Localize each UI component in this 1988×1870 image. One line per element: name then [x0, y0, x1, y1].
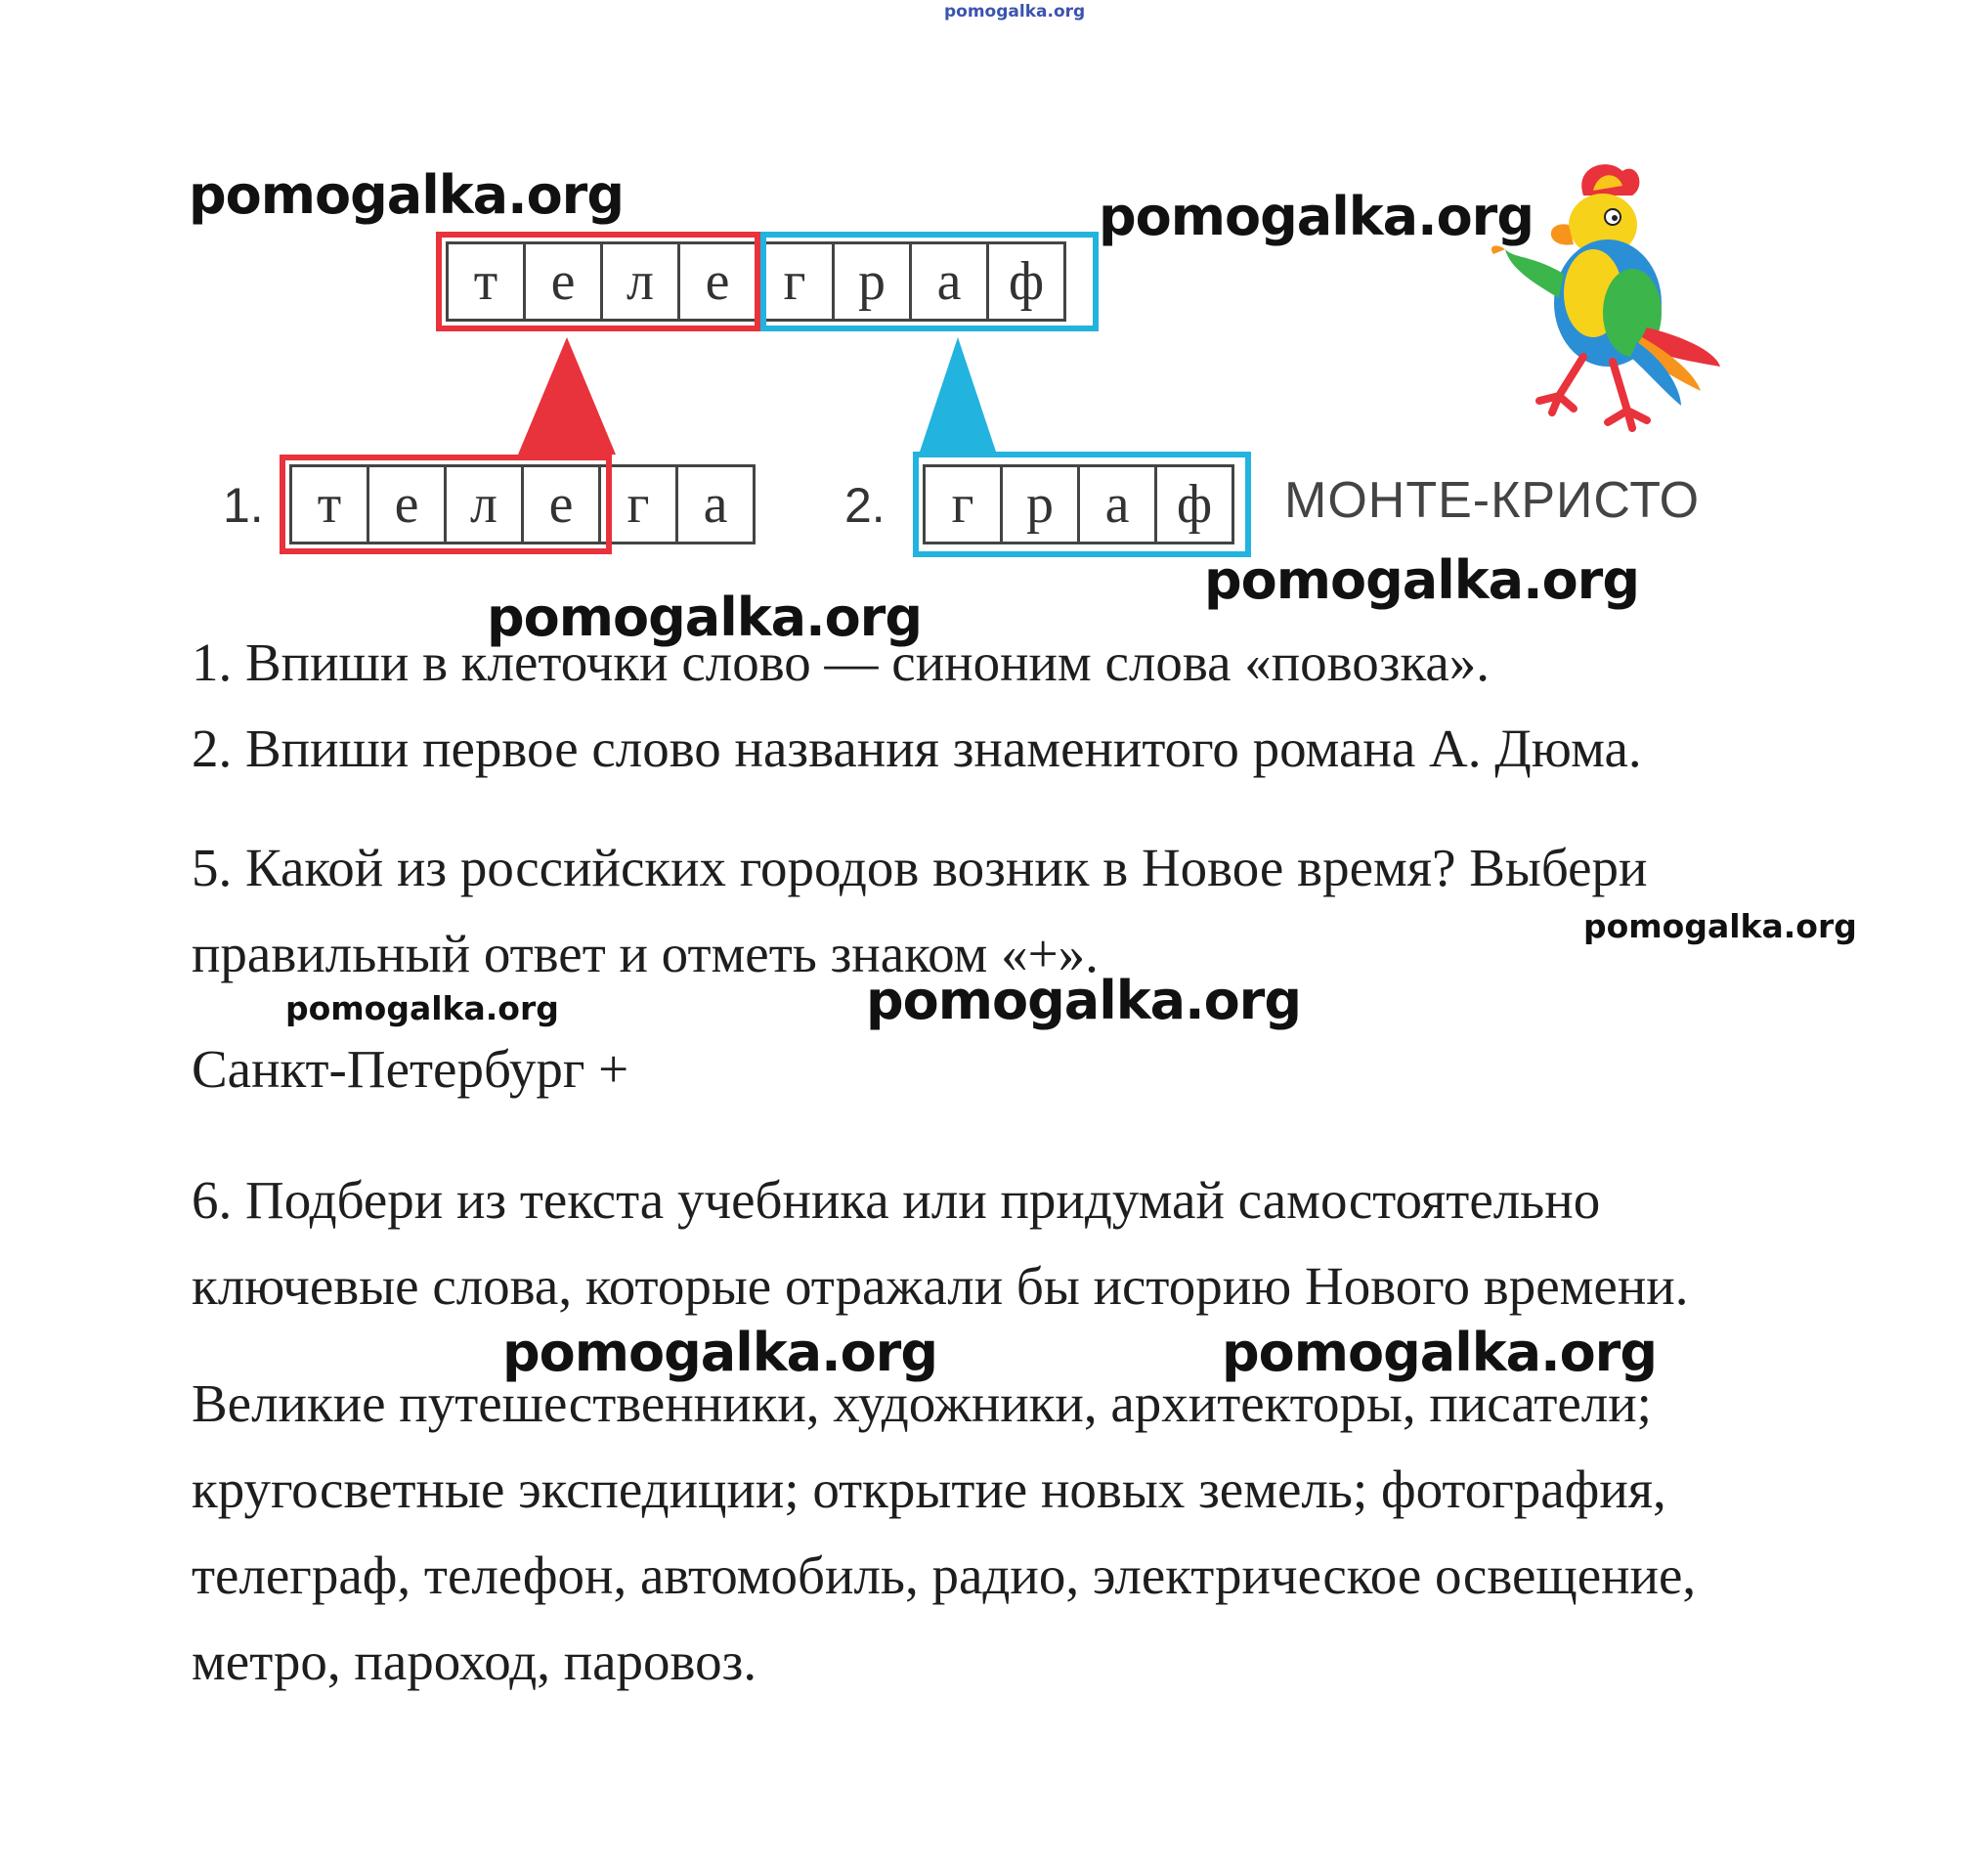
answer-6-line-2: кругосветные экспедиции; открытие новых земель; фотография,: [192, 1459, 1666, 1519]
answer-5: Санкт-Петербург +: [192, 1039, 629, 1099]
letter-cell[interactable]: а: [675, 464, 756, 544]
letter-cell[interactable]: а: [1077, 464, 1157, 544]
row1-number: 1.: [223, 478, 264, 533]
letter-cell[interactable]: т: [446, 241, 526, 322]
blue-arrow-icon: [919, 337, 997, 455]
question-1: 1. Впиши в клеточки слово — синоним слова «повозка».: [192, 632, 1491, 692]
watermark: pomogalka.org: [285, 989, 559, 1027]
watermark: pomogalka.org: [487, 587, 922, 648]
letter-cell[interactable]: е: [521, 464, 601, 544]
watermark: pomogalka.org: [502, 1322, 937, 1383]
question-5-line-2: правильный ответ и отметь знаком «+».: [192, 924, 1099, 983]
letter-cell[interactable]: е: [367, 464, 447, 544]
letter-cell[interactable]: г: [598, 464, 678, 544]
watermark: pomogalka.org: [1222, 1322, 1657, 1383]
letter-cell[interactable]: ф: [986, 241, 1066, 322]
watermark: pomogalka.org: [1583, 907, 1857, 945]
watermark: pomogalka.org: [189, 164, 624, 226]
watermark: pomogalka.org: [1204, 549, 1639, 611]
answer-6-line-4: метро, пароход, паровоз.: [192, 1631, 757, 1691]
blue-frame-row2: [913, 452, 1251, 557]
watermark: pomogalka.org: [1099, 186, 1534, 247]
red-frame-row1: [280, 455, 612, 554]
letter-cell[interactable]: е: [523, 241, 603, 322]
red-frame-top: [436, 232, 760, 331]
site-mark-top: pomogalka.org: [944, 2, 1086, 22]
row2-number: 2.: [844, 478, 886, 533]
question-5-line-1: 5. Какой из российских городов возник в Новое время? Выбери: [192, 838, 1648, 897]
watermark: pomogalka.org: [866, 970, 1301, 1031]
letter-cell[interactable]: е: [677, 241, 757, 322]
letter-cell[interactable]: ф: [1154, 464, 1234, 544]
letter-cell[interactable]: л: [444, 464, 524, 544]
row2-hint: МОНТЕ-КРИСТО: [1284, 472, 1701, 529]
red-arrow-icon: [518, 337, 616, 455]
letter-cell[interactable]: г: [755, 241, 835, 322]
letter-cell[interactable]: т: [289, 464, 369, 544]
letter-cell[interactable]: г: [923, 464, 1003, 544]
letter-cell[interactable]: р: [832, 241, 912, 322]
blue-frame-top: [760, 232, 1099, 331]
question-2: 2. Впиши первое слово названия знаменитого романа А. Дюма.: [192, 718, 1642, 778]
letter-cell[interactable]: а: [909, 241, 989, 322]
question-6-line-1: 6. Подбери из текста учебника или придумай самостоятельно: [192, 1170, 1601, 1230]
answer-6-line-3: телеграф, телефон, автомобиль, радио, электрическое освещение,: [192, 1545, 1697, 1605]
question-6-line-2: ключевые слова, которые отражали бы историю Нового времени.: [192, 1256, 1689, 1316]
letter-cell[interactable]: р: [1000, 464, 1080, 544]
answer-6-line-1: Великие путешественники, художники, архитекторы, писатели;: [192, 1373, 1652, 1433]
letter-cell[interactable]: л: [600, 241, 680, 322]
